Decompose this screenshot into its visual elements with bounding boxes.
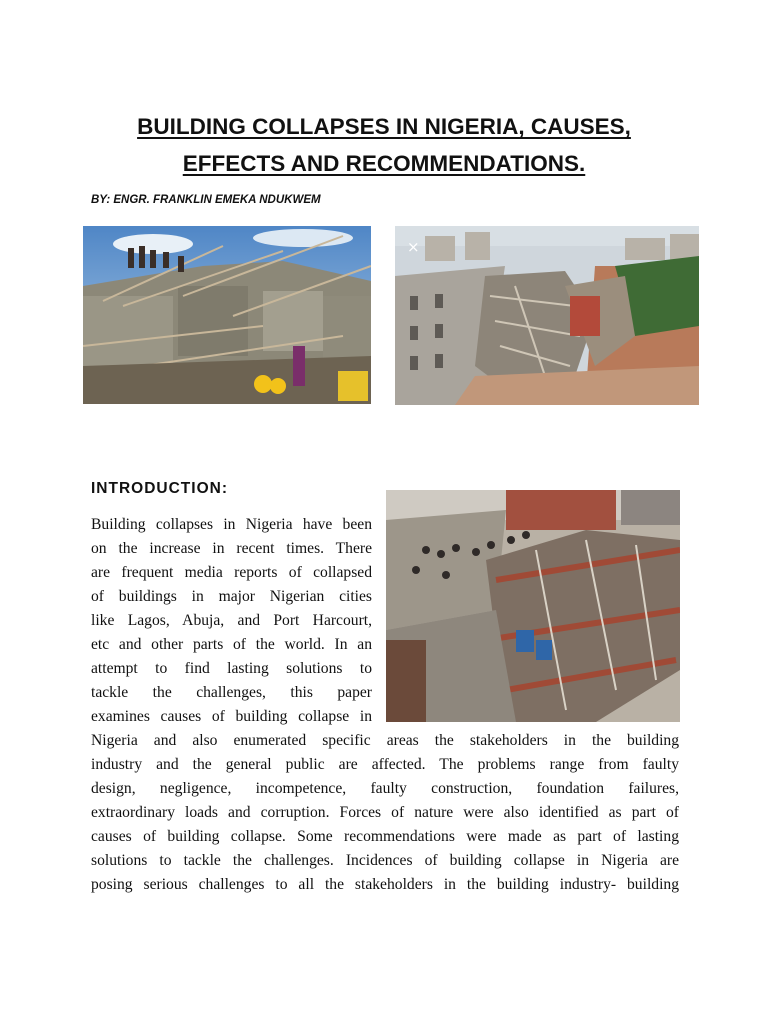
intro-line: causes of building collapse. Some recommendations were made as part of lasting [91, 828, 679, 845]
intro-line: on the increase in recent times. There [91, 540, 372, 557]
intro-line: like Lagos, Abuja, and Port Harcourt, [91, 612, 372, 629]
collapse-photo-rescue [386, 490, 680, 722]
intro-line: tackle the challenges, this paper [91, 684, 372, 701]
title-line-1: BUILDING COLLAPSES IN NIGERIA, CAUSES, [137, 114, 631, 139]
title-line-2: EFFECTS AND RECOMMENDATIONS. [182, 151, 586, 176]
intro-line: extraordinary loads and corruption. Forces of nature were also identified as part of [91, 804, 679, 821]
intro-line: of buildings in major Nigerian cities [91, 588, 372, 605]
intro-line: etc and other parts of the world. In an [91, 636, 372, 653]
intro-line: are frequent media reports of collapsed [91, 564, 372, 581]
introduction-paragraph-wrapped [91, 513, 372, 729]
collapse-photo-workers [83, 226, 371, 404]
intro-line: design, negligence, incompetence, faulty construction, foundation failures, [91, 780, 679, 797]
intro-line: Nigeria and also enumerated specific areas the stakeholders in the building [91, 732, 679, 749]
introduction-paragraph-full [91, 729, 679, 897]
document-title [60, 108, 708, 182]
section-heading-introduction: INTRODUCTION: [91, 480, 228, 497]
intro-line: attempt to find lasting solutions to [91, 660, 372, 677]
intro-line: posing serious challenges to all the stakeholders in the building industry- building [91, 876, 679, 893]
intro-line: examines causes of building collapse in [91, 708, 372, 725]
intro-line: Building collapses in Nigeria have been [91, 516, 372, 533]
collapse-photo-aerial [395, 226, 699, 405]
intro-line: industry and the general public are affected. The problems range from faulty [91, 756, 679, 773]
close-icon[interactable]: × [407, 238, 420, 256]
author-byline: BY: ENGR. FRANKLIN EMEKA NDUKWEM [91, 194, 321, 206]
intro-line: solutions to tackle the challenges. Incidences of building collapse in Nigeria are [91, 852, 679, 869]
